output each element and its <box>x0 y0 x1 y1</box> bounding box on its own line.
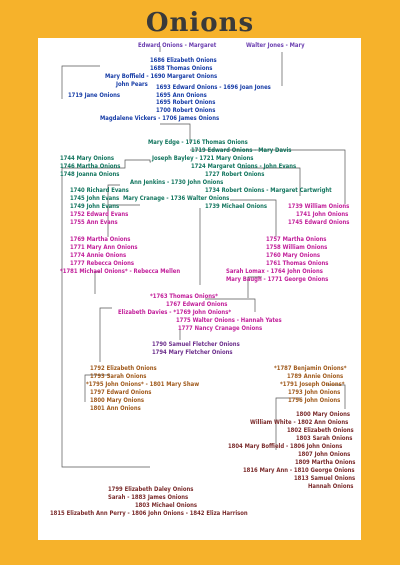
tree-entry: *1795 John Onions* - 1801 Mary Shaw <box>86 382 200 388</box>
tree-entry: 1803 Sarah Onions <box>296 436 353 442</box>
tree-entry: 1739 Michael Onions <box>205 204 268 210</box>
tree-entry: *1791 Joseph Onions* <box>280 382 345 388</box>
tree-entry: Hannah Onions <box>308 484 354 490</box>
tree-entry: 1688 Thomas Onions <box>150 66 213 72</box>
tree-entry: 1695 Ann Onions <box>156 93 207 99</box>
tree-entry: 1752 Edward Evans <box>70 212 129 218</box>
tree-entry: Joseph Bayley - 1721 Mary Onions <box>152 156 254 162</box>
tree-entry: 1739 William Onions <box>288 204 350 210</box>
tree-entry: 1724 Margaret Onions - John Evans <box>191 164 297 170</box>
tree-entry: 1796 John Onions <box>288 398 341 404</box>
tree-entry: 1802 Elizabeth Onions <box>287 428 354 434</box>
tree-entry: 1700 Robert Onions <box>156 108 216 114</box>
tree-entry: Mary Baugh - 1771 George Onions <box>226 277 329 283</box>
tree-entry: 1748 Joanna Onions <box>60 172 120 178</box>
tree-entry: 1774 Annie Onions <box>70 253 127 259</box>
tree-entry: 1769 Martha Onions <box>70 237 131 243</box>
tree-entry: 1757 Martha Onions <box>266 237 327 243</box>
tree-entry: William White - 1802 Ann Onions <box>250 420 349 426</box>
tree-entry: 1800 Mary Onions <box>90 398 145 404</box>
tree-entry: 1803 Michael Onions <box>135 503 198 509</box>
tree-entry: 1777 Rebecca Onions <box>70 261 135 267</box>
tree-entry: 1758 William Onions <box>266 245 328 251</box>
tree-entry: 1794 Mary Fletcher Onions <box>152 350 233 356</box>
tree-entry: 1775 Walter Onions - Hannah Yates <box>176 318 282 324</box>
tree-entry: Walter Jones - Mary <box>246 43 305 49</box>
tree-entry: 1695 Robert Onions <box>156 100 216 106</box>
tree-entry: 1815 Elizabeth Ann Perry - 1806 John Onions - 1842 Eliza Harrison <box>50 511 248 517</box>
page-title: Onions <box>145 8 255 38</box>
tree-entry: Mary Boffield - 1690 Margaret Onions <box>105 74 218 80</box>
tree-entry: 1800 Mary Onions <box>296 412 351 418</box>
tree-entry: Ann Jenkins - 1730 John Onions <box>130 180 224 186</box>
connector-line <box>62 404 150 467</box>
tree-entry: 1771 Mary Ann Onions <box>70 245 138 251</box>
tree-entry: 1813 Samuel Onions <box>294 476 356 482</box>
tree-entry: Magdalene Vickers - 1706 James Onions <box>100 116 220 122</box>
tree-entry: 1790 Samuel Fletcher Onions <box>152 342 240 348</box>
tree-entry: 1727 Robert Onions <box>205 172 265 178</box>
tree-entry: 1816 Mary Ann - 1810 George Onions <box>243 468 355 474</box>
tree-entry: 1749 John Evans <box>70 204 120 210</box>
tree-entry: 1744 Mary Onions <box>60 156 115 162</box>
tree-entry: 1755 Ann Evans <box>70 220 118 226</box>
tree-entry: 1745 Edward Onions <box>288 220 350 226</box>
tree-entry: 1745 John Evans <box>70 196 120 202</box>
tree-entry: 1761 Thomas Onions <box>266 261 329 267</box>
tree-entry: Mary Edge - 1716 Thomas Onions <box>148 140 248 146</box>
tree-entry: 1804 Mary Boffield - 1806 John Onions <box>228 444 343 450</box>
tree-entry: Edward Onions - Margaret <box>138 43 217 49</box>
tree-entry: 1792 Elizabeth Onions <box>90 366 157 372</box>
tree-entry: 1767 Edward Onions <box>166 302 228 308</box>
tree-entry: 1719 Jane Onions <box>68 93 121 99</box>
tree-entry: 1807 John Onions <box>298 452 351 458</box>
tree-entry: Elizabeth Davies - *1769 John Onions* <box>118 310 232 316</box>
tree-entry: 1799 Elizabeth Daley Onions <box>108 487 194 493</box>
tree-entry: 1777 Nancy Cranage Onions <box>178 326 263 332</box>
tree-entry: 1740 Richard Evans <box>70 188 129 194</box>
tree-entry: 1734 Robert Onions - Margaret Cartwright <box>205 188 332 194</box>
tree-entry: Mary Cranage - 1736 Walter Onions <box>123 196 230 202</box>
tree-entry: 1801 Ann Onions <box>90 406 141 412</box>
tree-entry: 1741 John Onions <box>296 212 349 218</box>
tree-entry: 1746 Martha Onions <box>60 164 121 170</box>
tree-entry: *1787 Benjamin Onions* <box>274 366 347 372</box>
tree-entry: *1781 Michael Onions* - Rebecca Mellen <box>60 269 181 275</box>
tree-entry: John Pears <box>116 82 148 88</box>
tree-entry: Sarah Lomax - 1764 John Onions <box>226 269 323 275</box>
tree-entry: 1797 Edward Onions <box>90 390 152 396</box>
tree-entry: 1793 John Onions <box>288 390 341 396</box>
tree-entry: *1763 Thomas Onions* <box>150 294 218 300</box>
tree-entry: Sarah - 1883 James Onions <box>108 495 189 501</box>
connector-line <box>100 308 112 362</box>
tree-entry: 1789 Annie Onions <box>287 374 344 380</box>
tree-entry: 1793 Sarah Onions <box>90 374 147 380</box>
tree-entry: 1693 Edward Onions - 1696 Joan Jones <box>156 85 271 91</box>
tree-entry: 1809 Martha Onions <box>295 460 356 466</box>
tree-entry: 1760 Mary Onions <box>266 253 321 259</box>
tree-entry: 1719 Edward Onions - Mary Davis <box>191 148 292 154</box>
tree-entry: 1686 Elizabeth Onions <box>150 58 217 64</box>
